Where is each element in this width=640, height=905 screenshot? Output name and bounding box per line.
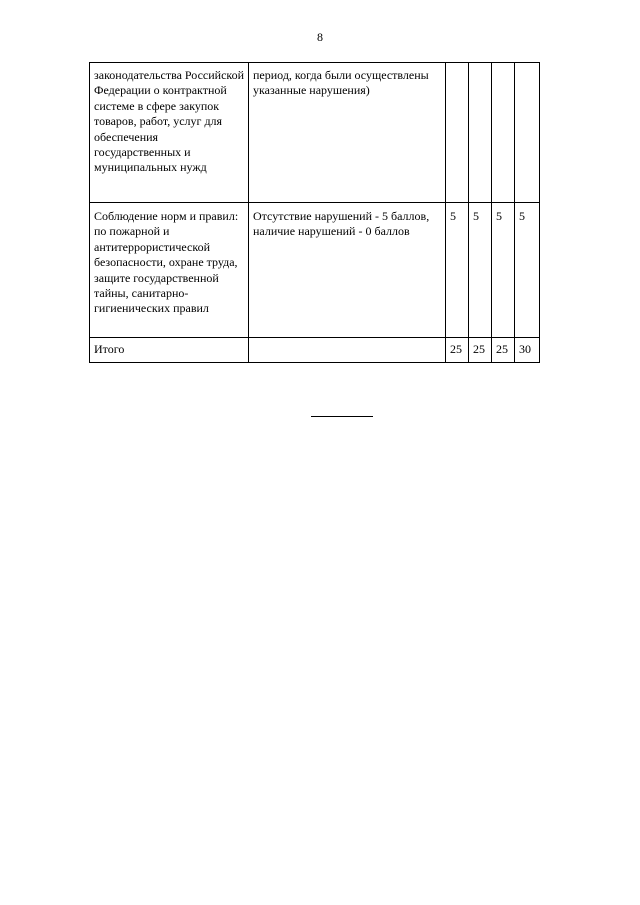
score-cell: 5: [515, 203, 540, 338]
total-row: [90, 338, 540, 363]
table-row: [90, 203, 540, 338]
criteria-table: [89, 62, 540, 363]
total-scoring-cell: [249, 338, 446, 363]
score-cell: [469, 63, 492, 203]
score-cell: 5: [492, 203, 515, 338]
criterion-cell: Соблюдение норм и правил: по пожарной и антитеррористической безопасности, охране труда, защите государственной тайны, санитарно-гигиенических правил: [90, 203, 249, 338]
total-score-cell: 25: [469, 338, 492, 363]
criterion-cell: законодательства Российской Федерации о контрактной системе в сфере закупок товаров, работ, услуг для обеспечения государственных и муниципальных нужд: [90, 63, 249, 203]
score-cell: [446, 63, 469, 203]
score-cell: [492, 63, 515, 203]
total-label: Итого: [90, 338, 249, 363]
score-cell: 5: [446, 203, 469, 338]
total-score-cell: 25: [446, 338, 469, 363]
table-row: [90, 63, 540, 203]
scoring-cell: Отсутствие нарушений - 5 баллов, наличие нарушений - 0 баллов: [249, 203, 446, 338]
score-cell: 5: [469, 203, 492, 338]
scoring-cell: период, когда были осуществлены указанные нарушения): [249, 63, 446, 203]
end-of-document-rule: [311, 416, 373, 417]
total-score-cell: 25: [492, 338, 515, 363]
page-number: 8: [317, 30, 323, 44]
total-score-cell: 30: [515, 338, 540, 363]
score-cell: [515, 63, 540, 203]
